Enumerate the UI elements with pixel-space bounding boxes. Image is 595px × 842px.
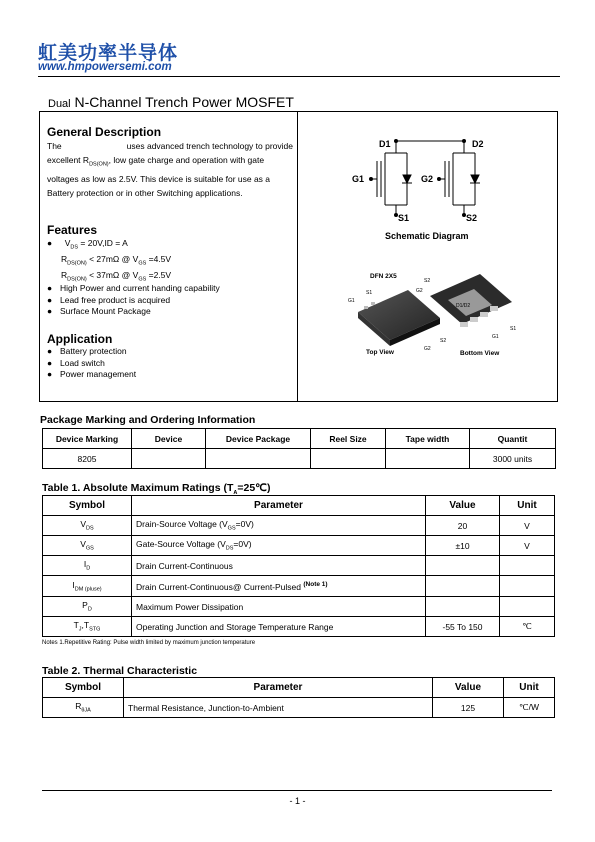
table1-note: Notes 1.Repetitive Rating: Pulse width limited by maximum junction temperature [42,640,256,646]
table-row: $R_{\theta JA}$ Thermal Resistance, Junction-to-Ambient 125 ℃/W [43,698,555,718]
table-row: $V_{DS}$ Drain-Source Voltage $(V_{GS}=0V)$ 20 V [43,516,555,536]
table-header-row: Symbol Parameter Value Unit [43,678,555,698]
schematic-label-d2: D2 [472,139,484,149]
svg-text:G2: G2 [416,288,423,294]
schematic-label-g2: G2 [421,174,434,184]
document-title: Dual N-Channel Trench Power MOSFET [48,94,294,110]
svg-text:G1: G1 [492,334,499,340]
list-item: ● Battery protection [47,346,127,356]
schematic-label-s2: S2 [466,213,478,223]
package-name: DFN 2X5 [370,273,397,280]
table1-title: Table 1. Absolute Maximum Ratings $(T_A=25℃)$ [42,482,271,497]
top-view-label: Top View [366,349,394,356]
ordering-table [42,428,556,469]
svg-text:S1: S1 [510,326,517,332]
package-illustration [340,262,525,362]
general-description-heading: General Description [47,125,162,139]
table-header-row: Device Marking Device Device Package Reel Size Tape width Quantit [43,429,556,449]
page-number: - 1 - [289,796,306,806]
schematic-diagram [345,133,505,225]
overview-divider [297,111,298,402]
table-row: $T_J,T_{STG}$ Operating Junction and Storage Temperature Range -55 To 150 ℃ [43,617,555,637]
schematic-caption: Schematic Diagram [385,231,469,241]
general-description-text: The uses advanced trench technology to provide excellent $R_{DS(ON)}$, low gate charge and operation with gate voltages as low as 2.5V. This device is suitable for use as a Battery protection or in other Switching applications. [47,141,293,198]
thermal-table [42,677,555,718]
package-pad-label: D1/D2 [456,303,471,309]
table-row: $I_D$ Drain Current-Continuous [43,556,555,576]
application-heading: Application [47,332,113,346]
footer-divider [42,790,552,791]
list-item: ● Surface Mount Package [47,306,151,316]
header-divider [38,76,560,77]
table-row: $P_D$ Maximum Power Dissipation [43,597,555,617]
table-row: 8205 3000 units [43,449,556,469]
svg-text:S1: S1 [366,290,373,296]
list-item: ● High Power and current handing capability [47,283,220,293]
company-logo-chinese: 虹美功率半导体 [38,42,179,64]
schematic-label-d1: D1 [379,139,391,149]
schematic-label-g1: G1 [352,174,365,184]
abs-max-table [42,495,555,637]
list-item: ● Lead free product is acquired [47,294,171,305]
table-header-row: Symbol Parameter Value Unit [43,496,555,516]
features-list [47,283,220,318]
list-item: ● Load switch [47,357,105,368]
bottom-view-label: Bottom View [460,350,500,357]
company-url[interactable]: www.hmpowersemi.com [38,61,172,73]
schematic-label-s1: S1 [398,213,410,223]
table2-title: Table 2. Thermal Characteristic [42,665,198,677]
table-row: $I_{DM (pluse)}$ Drain Current-Continuous@ Current-Pulsed $^{(Note 1)}$ [43,576,555,597]
list-item: ● Power management [47,369,137,379]
svg-text:G2: G2 [424,346,431,352]
features-heading: Features [47,223,98,237]
table-row: $V_{GS}$ Gate-Source Voltage $(V_{DS}=0V)$ ±10 V [43,536,555,556]
application-list [47,346,136,381]
svg-text:S2: S2 [424,278,431,284]
features-specs: ● $V_{DS} = 20V,ID = A$ $R_{DS(ON)} < 27m\Omega$ @ $V_{GS} =4.5V$ $R_{DS(ON)} < 37m\Omega$ @ $V_{GS} =2.5V$ [47,238,172,284]
svg-text:S2: S2 [440,338,447,344]
svg-text:G1: G1 [348,298,355,304]
ordering-title: Package Marking and Ordering Information [40,414,256,426]
